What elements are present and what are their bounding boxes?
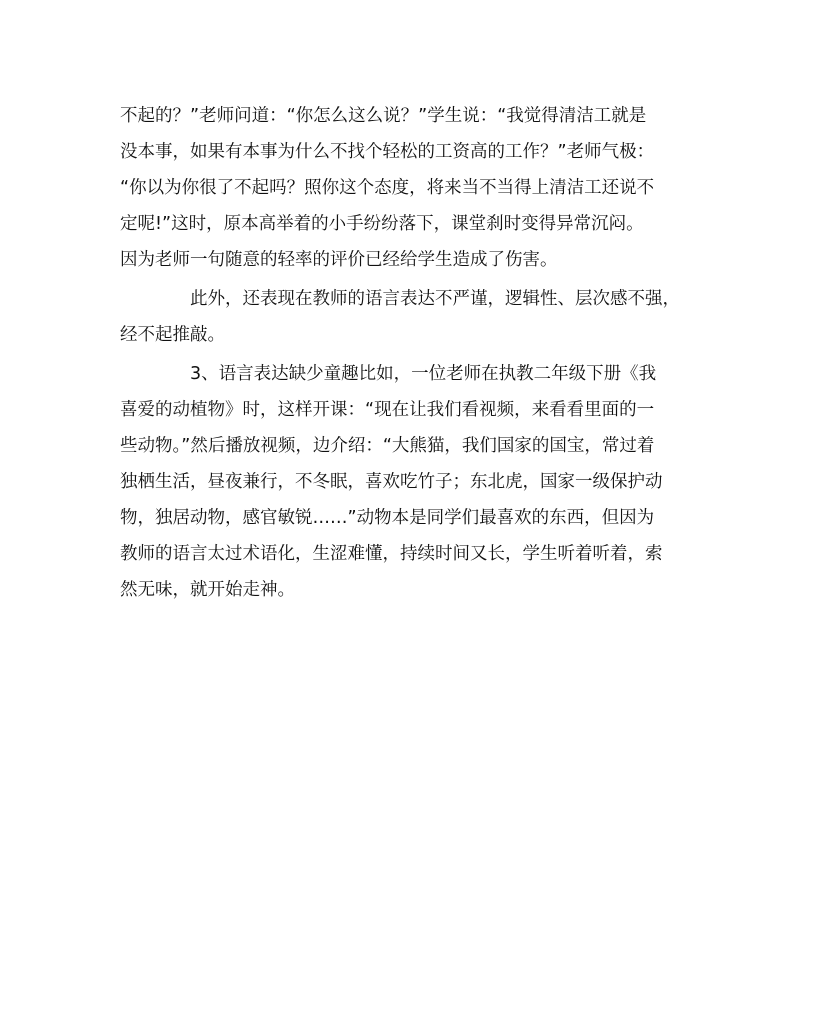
text-line: 些动物。”然后播放视频，边介绍：“大熊猫，我们国家的国宝，常过着 — [120, 436, 655, 456]
text-line: 此外，还表现在教师的语言表达不严谨，逻辑性、层次感不强， — [190, 289, 680, 309]
paragraph-childlike-fun — [120, 356, 700, 608]
paragraph-teacher-dialogue — [120, 98, 700, 278]
text-line: 独栖生活，昼夜兼行，不冬眠，喜欢吃竹子；东北虎，国家一级保护动 — [120, 472, 663, 492]
paragraph-language-rigor — [120, 281, 700, 353]
text-line: 因为老师一句随意的轻率的评价已经给学生造成了伤害。 — [120, 250, 558, 270]
text-line: 教师的语言太过术语化，生涩难懂，持续时间又长，学生听着听着，索 — [120, 544, 663, 564]
text-line: 定呢!”这时，原本高举着的小手纷纷落下，课堂刹时变得异常沉闷。 — [120, 214, 644, 234]
text-line: 物，独居动物，感官敏锐……”动物本是同学们最喜欢的东西，但因为 — [120, 508, 655, 528]
text-line: “你以为你很了不起吗？照你这个态度，将来当不当得上清洁工还说不 — [120, 178, 655, 198]
text-line: 然无味，就开始走神。 — [120, 580, 295, 600]
text-line: 3、语言表达缺少童趣比如，一位老师在执教二年级下册《我 — [190, 364, 657, 384]
text-line: 没本事，如果有本事为什么不找个轻松的工资高的工作？”老师气极： — [120, 142, 655, 162]
text-line: 喜爱的动植物》时，这样开课：“现在让我们看视频，来看看里面的一 — [120, 400, 655, 420]
text-line: 经不起推敲。 — [120, 325, 225, 345]
text-line: 不起的？”老师问道：“你怎么这么说？”学生说：“我觉得清洁工就是 — [120, 106, 647, 126]
document-body — [120, 98, 700, 611]
